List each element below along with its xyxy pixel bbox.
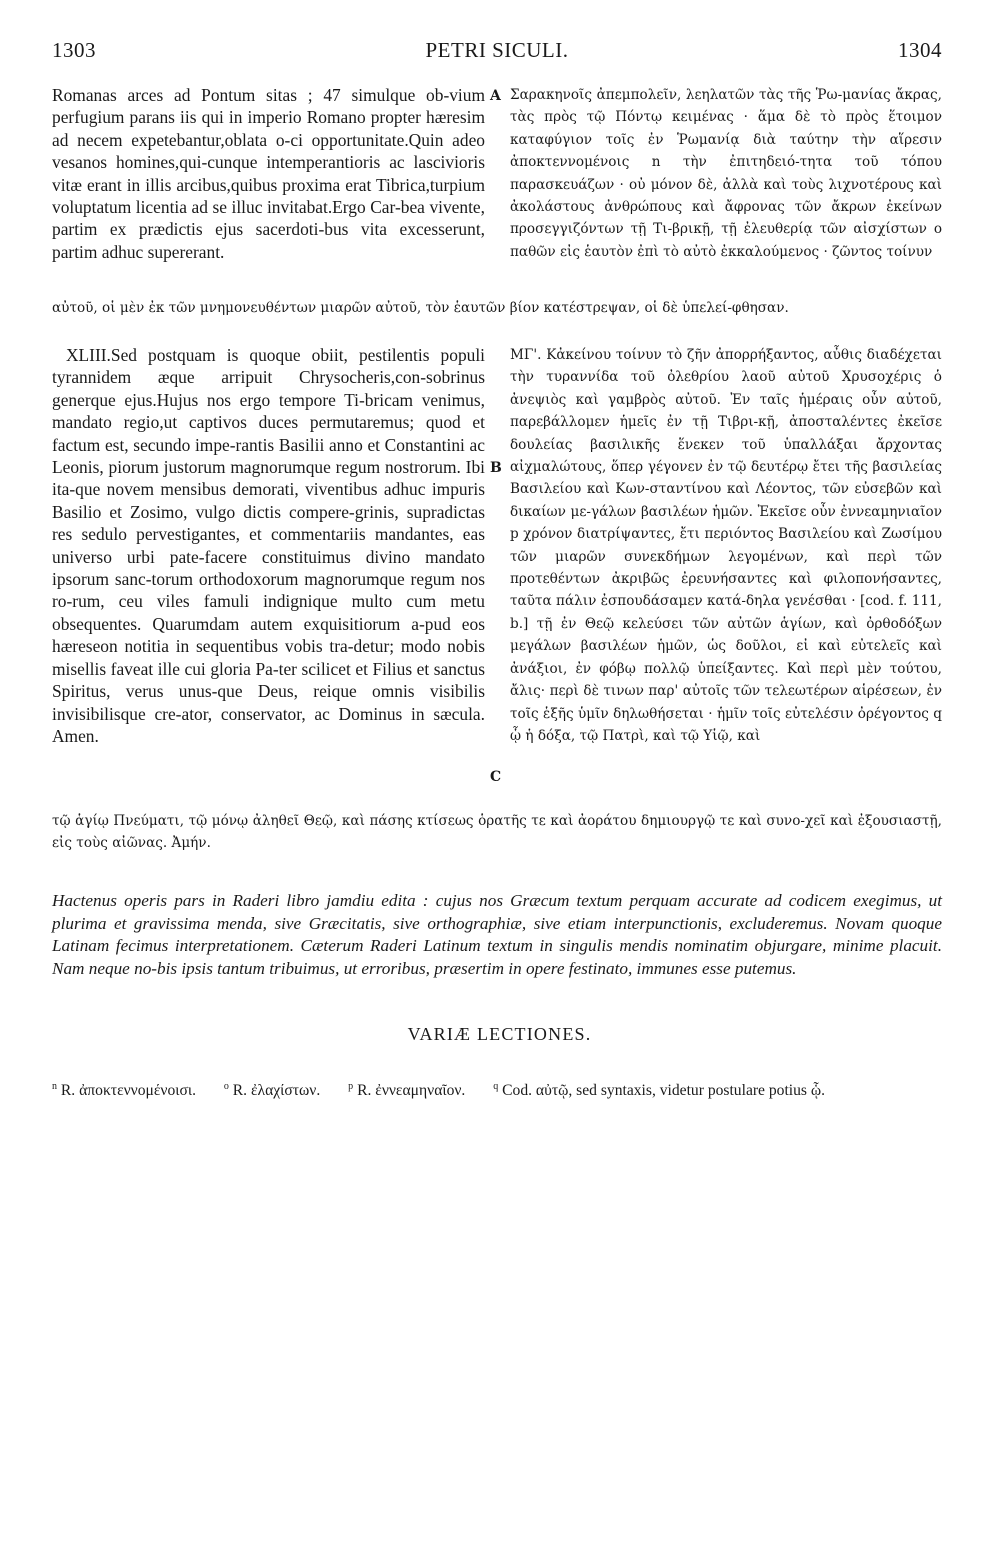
footnote-q — [493, 1082, 825, 1099]
footnote-text: R. ἐννεαμηναῖον. — [357, 1082, 466, 1100]
page-number-left: 1303 — [52, 38, 96, 62]
page-number-right: 1304 — [898, 38, 942, 62]
footnote-text: Cod. αὐτῷ, sed syntaxis, videtur postulare potius ᾧ. — [502, 1082, 826, 1100]
footnote-mark: o — [223, 1081, 229, 1092]
variant-readings — [52, 1076, 942, 1102]
footnote-n — [52, 1082, 196, 1099]
footnote-mark: q — [493, 1081, 499, 1092]
greek-paragraph-2: ΜΓ'. Κἀκείνου τοίνυν τὸ ζῆν ἀπορρήξαντος, αὖθις διαδέχεται τὴν τυραννίδα τοῦ ὀλεθρίου λαοῦ αὐτοῦ Χρυσοχέρις ὁ ἀνεψιὸς καὶ γαμβρὸς αὐτοῦ. Ἐν ταῖς ἡμέραις οὖν αὐτοῦ, παρεβάλλομεν ἡμεῖς ἐν τῇ Τιβρι-κῇ, ἀποσταλέντες ἐκεῖσε δουλείας βασιλικῆς ἕνεκεν τοῦ ὑπαλλάξαι ἄρχοντας αἰχμαλώτους, ὅπερ γέγονεν ἐν τῷ δευτέρῳ ἔτει τῆς βασιλείας Βασιλείου καὶ Κων-σταντίνου καὶ Λέοντος, τῶν εὐσεβῶν καὶ δικαίων με-γάλων βασιλέων ἡμῶν. Ἐκεῖσε οὖν ἐννεαμηνιαῖον p χρόνον διατρίψαντες, ἔτι περιόντος Βασιλείου καὶ Ζωσίμου τῶν μιαρῶν συνεκδήμων λεγομένων, καὶ περὶ τῶν προτεθέντων ἀκριβῶς ἐρευνήσαντες καὶ φιλοπονήσαντες, ταῦτα πάλιν ἐσπουδάσαμεν κατά-δηλα γενέσθαι · [cod. f. 111, b.] τῇ ἐν Θεῷ κελεύσει τῶν αὐτῶν ἁγίων, καὶ ὀρθοδόξων μεγάλων βασιλέων ἡμῶν, ὡς δοῦλοι, εἰ καὶ εὐτελεῖς καὶ ἀνάξιοι, ἐν φόβῳ πολλῷ ὑπείξαντες. Καὶ περὶ μὲν τούτου, ἄλις· περὶ δὲ τινων παρ' αὐτοῖς τῶν τελεωτέρων αἱρέσεων, ἐν τοῖς ἑξῆς ὑμῖν δηλωθήσεται · ἡμῖν τοῖς εὐτελέσιν ὀρέγοντος q ᾧ ἡ δόξα, τῷ Πατρὶ, καὶ τῷ Υἱῷ, καὶ — [510, 347, 942, 744]
footnote-text: R. ἀποκτεννομένοισι. — [60, 1082, 196, 1100]
footnote-text: R. ἐλαχίστων. — [232, 1082, 321, 1100]
running-title: PETRI SICULI. — [425, 38, 569, 62]
editorial-note: Hactenus operis pars in Raderi libro jamdiu edita : cujus nos Græcum textum perquam accurate ad codicem exegimus, ut plurima et gravissima menda, sive Græcitatis, sive orthographiæ, sive etiam interpunctionis, excluderemus. Novam quoque Latinam fecimus interpretationem. Cæterum Raderi Latinum textum in singulis mendis nominatim objurgare, minime placuit. Nam neque no-bis ipsis tantum tribuimus, ut erroribus, præsertim in opere festinato, immunes esse putemus. — [52, 891, 942, 978]
latin-paragraph-2: XLIII.Sed postquam is quoque obiit, pestilentis populi tyrannidem æque arripuit Chrysocheris,con-sobrinus generque ejus.Hujus nos ergo tempore Ti-bricam venimus, mandato regio,ut captivos duces permutaremus; quod et factum est, secundo impe-rantis Basilii anno et Constantini ac Leonis, piorum justorum magnorumque regum nostrorum. Ibi ita-que novem mensibus demorati, viventibus adhuc impuris Basilio et Zosimo, vulgo dictis compere-grinis, supradictas res sedulo pervestigantes, et commentariis mandantes, eas universo urbi pate-facere constituimus divino mandato ipsorum sanc-torum orthodoxorum magnorumque regum nos ro-rum, ceu viles famuli indignique multo cum metu obsequentes. Quarumdam autem exquisitiorum a-pud eos hæreseon notitia in sequentibus vobis tra-detur; modo nobis misellis faveat ille cui gloria Pa-ter scilicet et Filius et sanctus Spiritus, verus unus-que Deus, reique omnis visibilis invisibilisque cre-ator, conservator, ac Dominus in sæcula. Amen. — [52, 345, 485, 746]
variae-lectiones-heading: VARIÆ LECTIONES. — [407, 1024, 592, 1044]
margin-letter-c: C — [490, 769, 502, 785]
margin-letter-a: A — [490, 88, 501, 104]
greek-continuation-2: τῷ ἁγίῳ Πνεύματι, τῷ μόνῳ ἀληθεῖ Θεῷ, καὶ πάσης κτίσεως ὁρατῆς τε καὶ ἀοράτου δημιουργῷ τε καὶ συνο-χεῖ καὶ ἐξουσιαστῇ, εἰς τοὺς αἰῶνας. Ἀμήν. — [52, 813, 942, 852]
margin-letter-b: B — [490, 460, 502, 476]
footnote-p — [348, 1082, 465, 1099]
footnote-o — [224, 1082, 320, 1099]
latin-paragraph-1: Romanas arces ad Pontum sitas ; 47 simulque ob-vium perfugium parans iis qui in imperio Romano propter hæresim ad necem expetebantur,oblata o-ci opportunitate.Quin adeo vesanos homines,qui-cunque intemperantioris ac lascivioris vitæ erant in illis arcibus,quibus proxima erat Tibrica,turpium voluptatum licentia ad se illuc invitabat.Ergo Car-bea vivente, partim ex prædictis ejus sacerdoti-bus vita excesserunt, partim adhuc supererant. — [52, 85, 485, 262]
running-header — [52, 38, 942, 70]
greek-continuation-1: αὐτοῦ, οἱ μὲν ἐκ τῶν μνημονευθέντων μιαρῶν αὐτοῦ, τὸν ἑαυτῶν βίον κατέστρεψαν, οἱ δὲ ὑπελεί-φθησαν. — [52, 300, 789, 316]
footnote-mark: p — [348, 1081, 354, 1092]
greek-paragraph-1: Σαρακηνοῖς ἀπεμπολεῖν, λεηλατῶν τὰς τῆς Ῥω-μανίας ἄκρας, τὰς πρὸς τῷ Πόντῳ κειμένας · ἅμα δὲ τὸ πρὸς ἕτοιμον καταφύγιον τοῖς ἐν Ῥωμανίᾳ διὰ ταύτην τὴν αἵρεσιν ἀποκτεννομένοις n τὴν ἐπιτηδειό-τητα τοῦ τόπου παρασκευάζων · οὐ μόνον δὲ, ἀλλὰ καὶ τοὺς λιχνοτέρους καὶ ἀκολάστους ἀνθρώπους καὶ ἄφρονας τῶν ἄκρων ἐκείνων προσεγγιζόντων τῇ Τι-βρικῇ, τῇ ἐλευθερίᾳ τῶν αἰσχίστων o παθῶν εἰς ἑαυτὸν ἐπὶ τὸ αὐτὸ ἐκκαλούμενος · ζῶντος τοίνυν — [510, 87, 942, 260]
footnote-mark: n — [52, 1081, 57, 1092]
